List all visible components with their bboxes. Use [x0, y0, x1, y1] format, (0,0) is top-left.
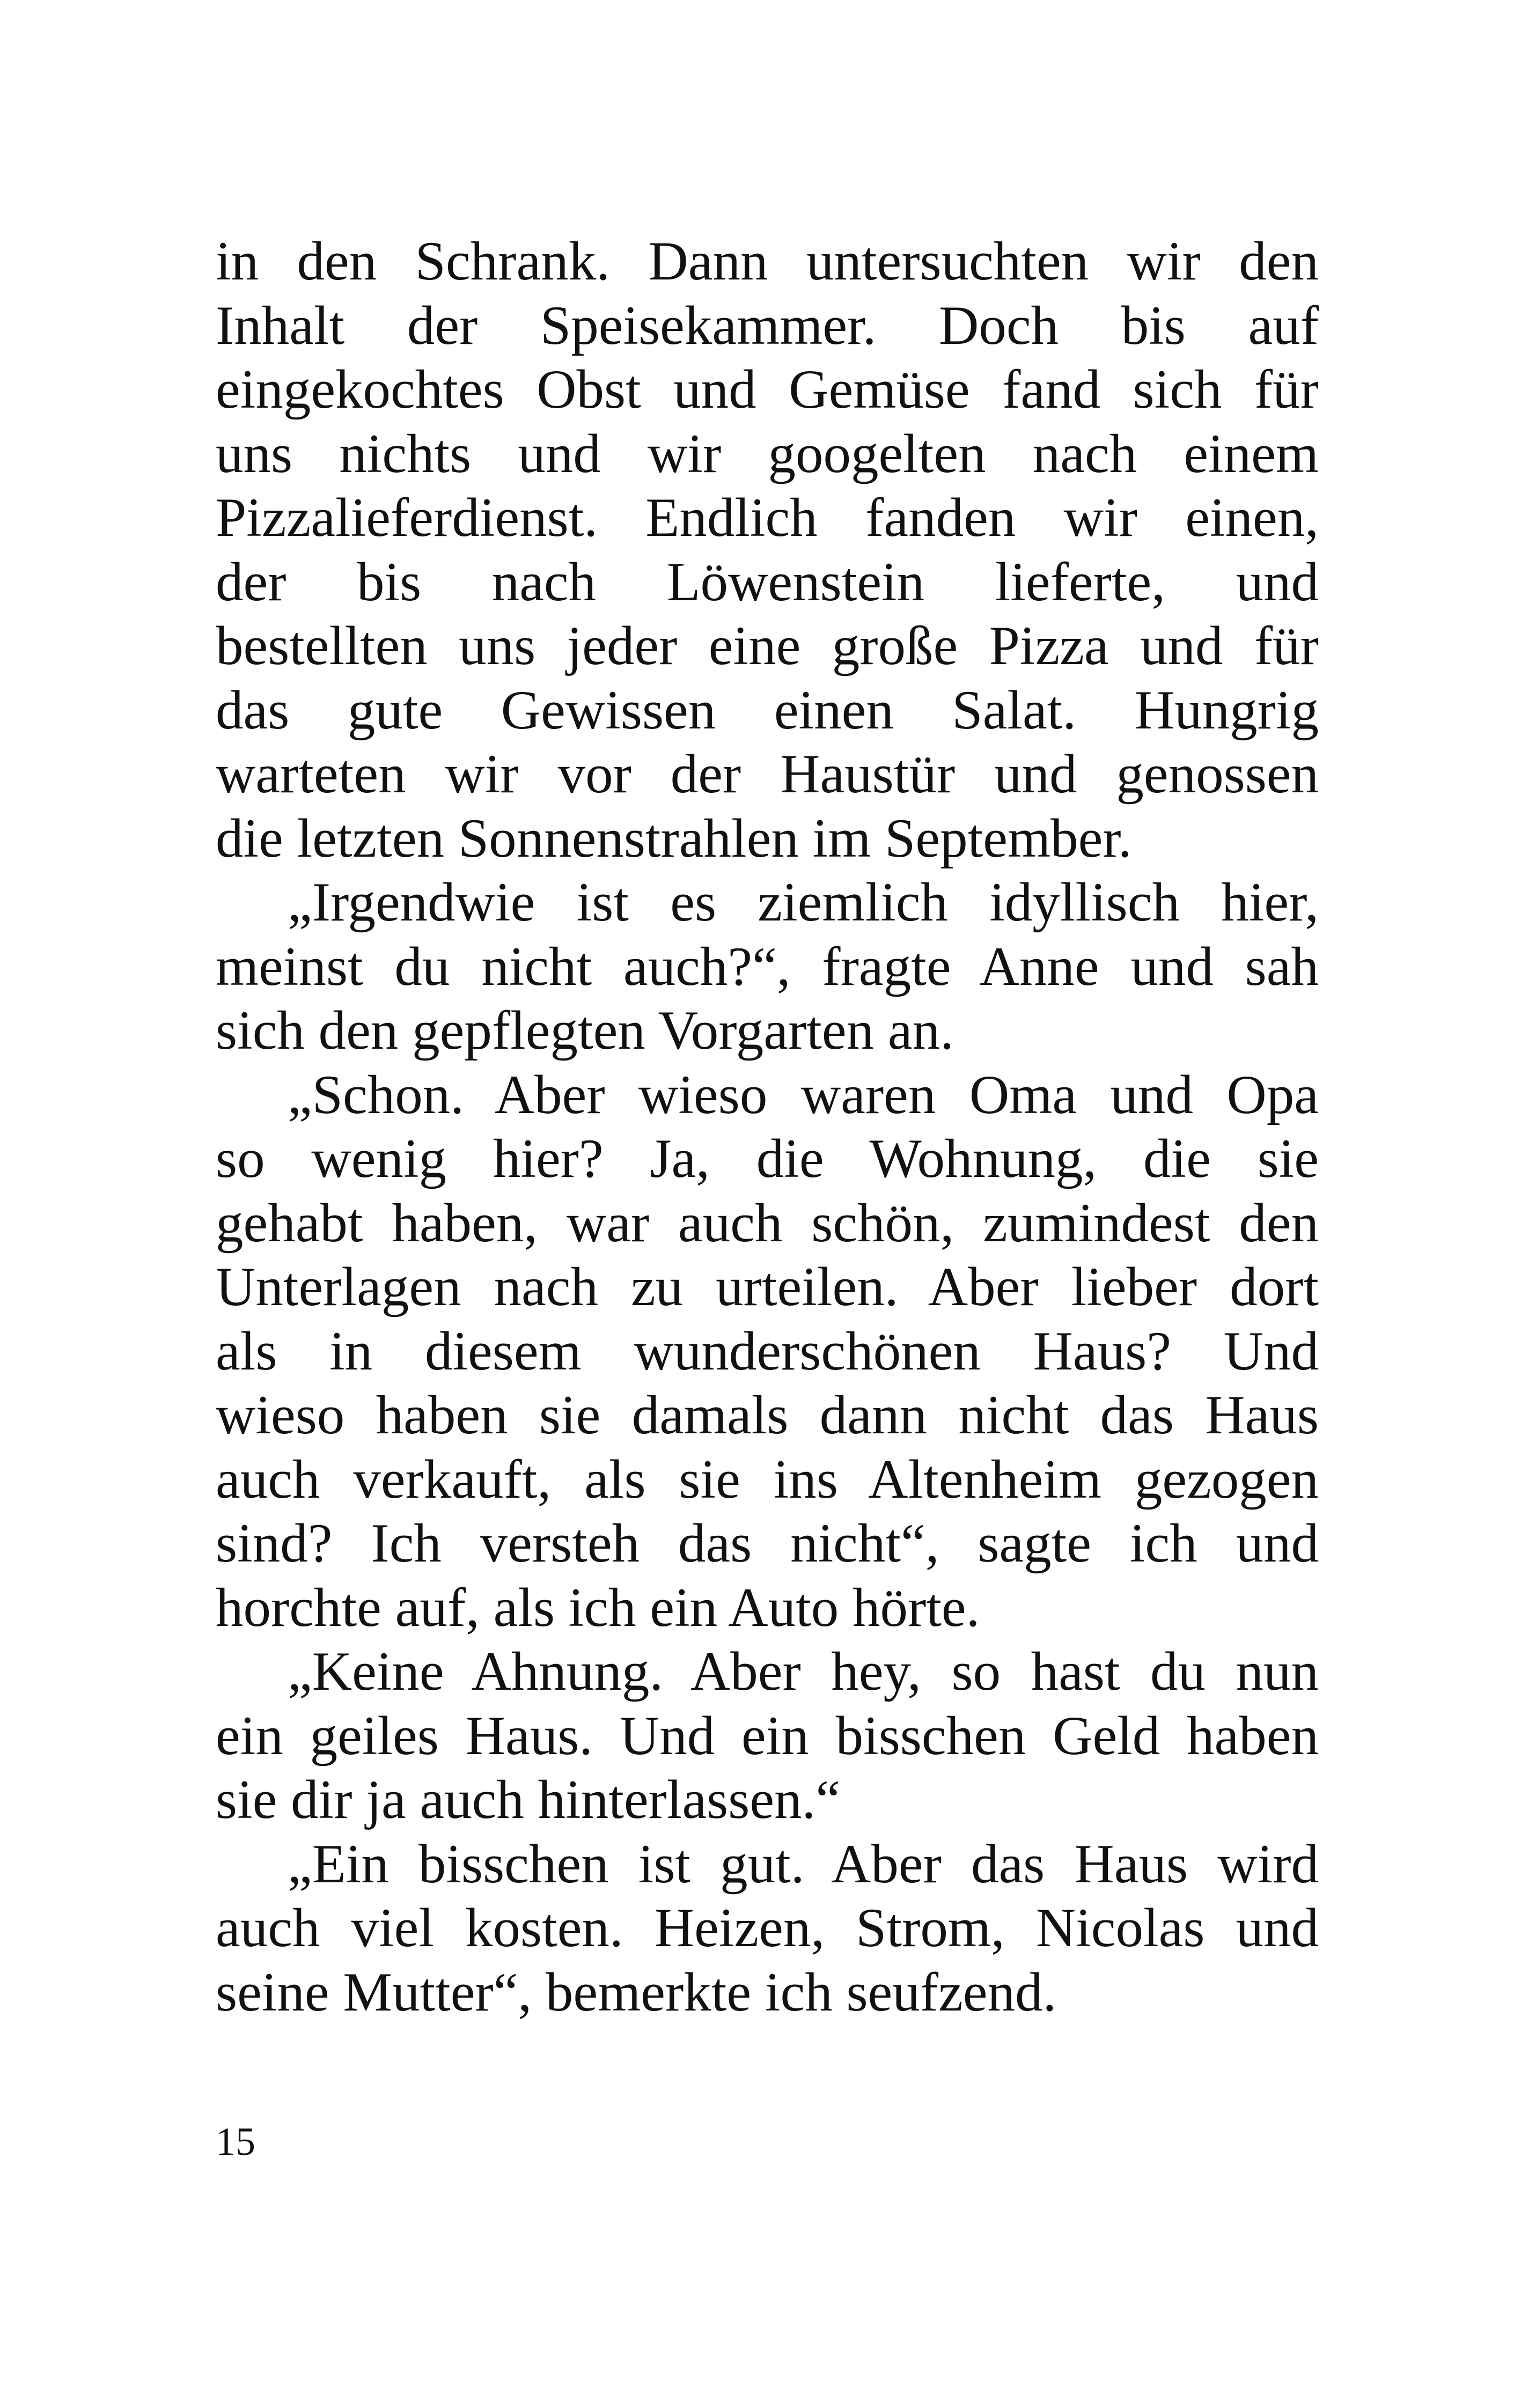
text-line: auch viel kosten. Heizen, Strom, Nicolas und	[216, 1897, 1319, 1958]
text-line: horchte auf, als ich ein Auto hörte.	[216, 1577, 980, 1638]
text-line: das gute Gewissen einen Salat. Hungrig	[216, 679, 1319, 741]
text-line: bestellten uns jeder eine große Pizza und für	[216, 615, 1319, 676]
text-line: der bis nach Löwenstein lieferte, und	[216, 551, 1319, 613]
text-line: so wenig hier? Ja, die Wohnung, die sie	[216, 1128, 1319, 1189]
text-line: die letzten Sonnenstrahlen im September.	[216, 807, 1132, 869]
text-line: wieso haben sie damals dann nicht das Haus	[216, 1385, 1319, 1446]
text-line: seine Mutter“, bemerkte ich seufzend.	[216, 1961, 1057, 2023]
text-line: eingekochtes Obst und Gemüse fand sich für	[216, 359, 1319, 420]
text-line: ein geiles Haus. Und ein bisschen Geld haben	[216, 1705, 1319, 1766]
body-text	[216, 230, 1319, 2024]
text-line: Unterlagen nach zu urteilen. Aber lieber dort	[216, 1256, 1319, 1317]
text-line: Pizzalieferdienst. Endlich fanden wir einen,	[216, 487, 1319, 548]
page-number: 15	[216, 2120, 255, 2164]
text-line: auch verkauft, als sie ins Altenheim gezogen	[216, 1448, 1319, 1510]
text-line: „Schon. Aber wieso waren Oma und Opa	[288, 1064, 1319, 1125]
text-line: gehabt haben, war auch schön, zumindest den	[216, 1192, 1319, 1254]
text-line: warteten wir vor der Haustür und genossen	[216, 743, 1319, 805]
text-line: meinst du nicht auch?“, fragte Anne und sah	[216, 936, 1319, 997]
text-line: sind? Ich versteh das nicht“, sagte ich und	[216, 1513, 1319, 1574]
text-line: sie dir ja auch hinterlassen.“	[216, 1769, 841, 1830]
text-line: Inhalt der Speisekammer. Doch bis auf	[216, 294, 1319, 356]
text-line: in den Schrank. Dann untersuchten wir den	[216, 231, 1319, 292]
text-line: uns nichts und wir googelten nach einem	[216, 423, 1319, 484]
text-line: als in diesem wunderschönen Haus? Und	[216, 1320, 1319, 1382]
text-line: „Irgendwie ist es ziemlich idyllisch hier,	[288, 872, 1319, 933]
text-line: „Ein bisschen ist gut. Aber das Haus wird	[288, 1833, 1319, 1895]
text-line: „Keine Ahnung. Aber hey, so hast du nun	[288, 1641, 1319, 1702]
text-line: sich den gepflegten Vorgarten an.	[216, 1000, 954, 1061]
